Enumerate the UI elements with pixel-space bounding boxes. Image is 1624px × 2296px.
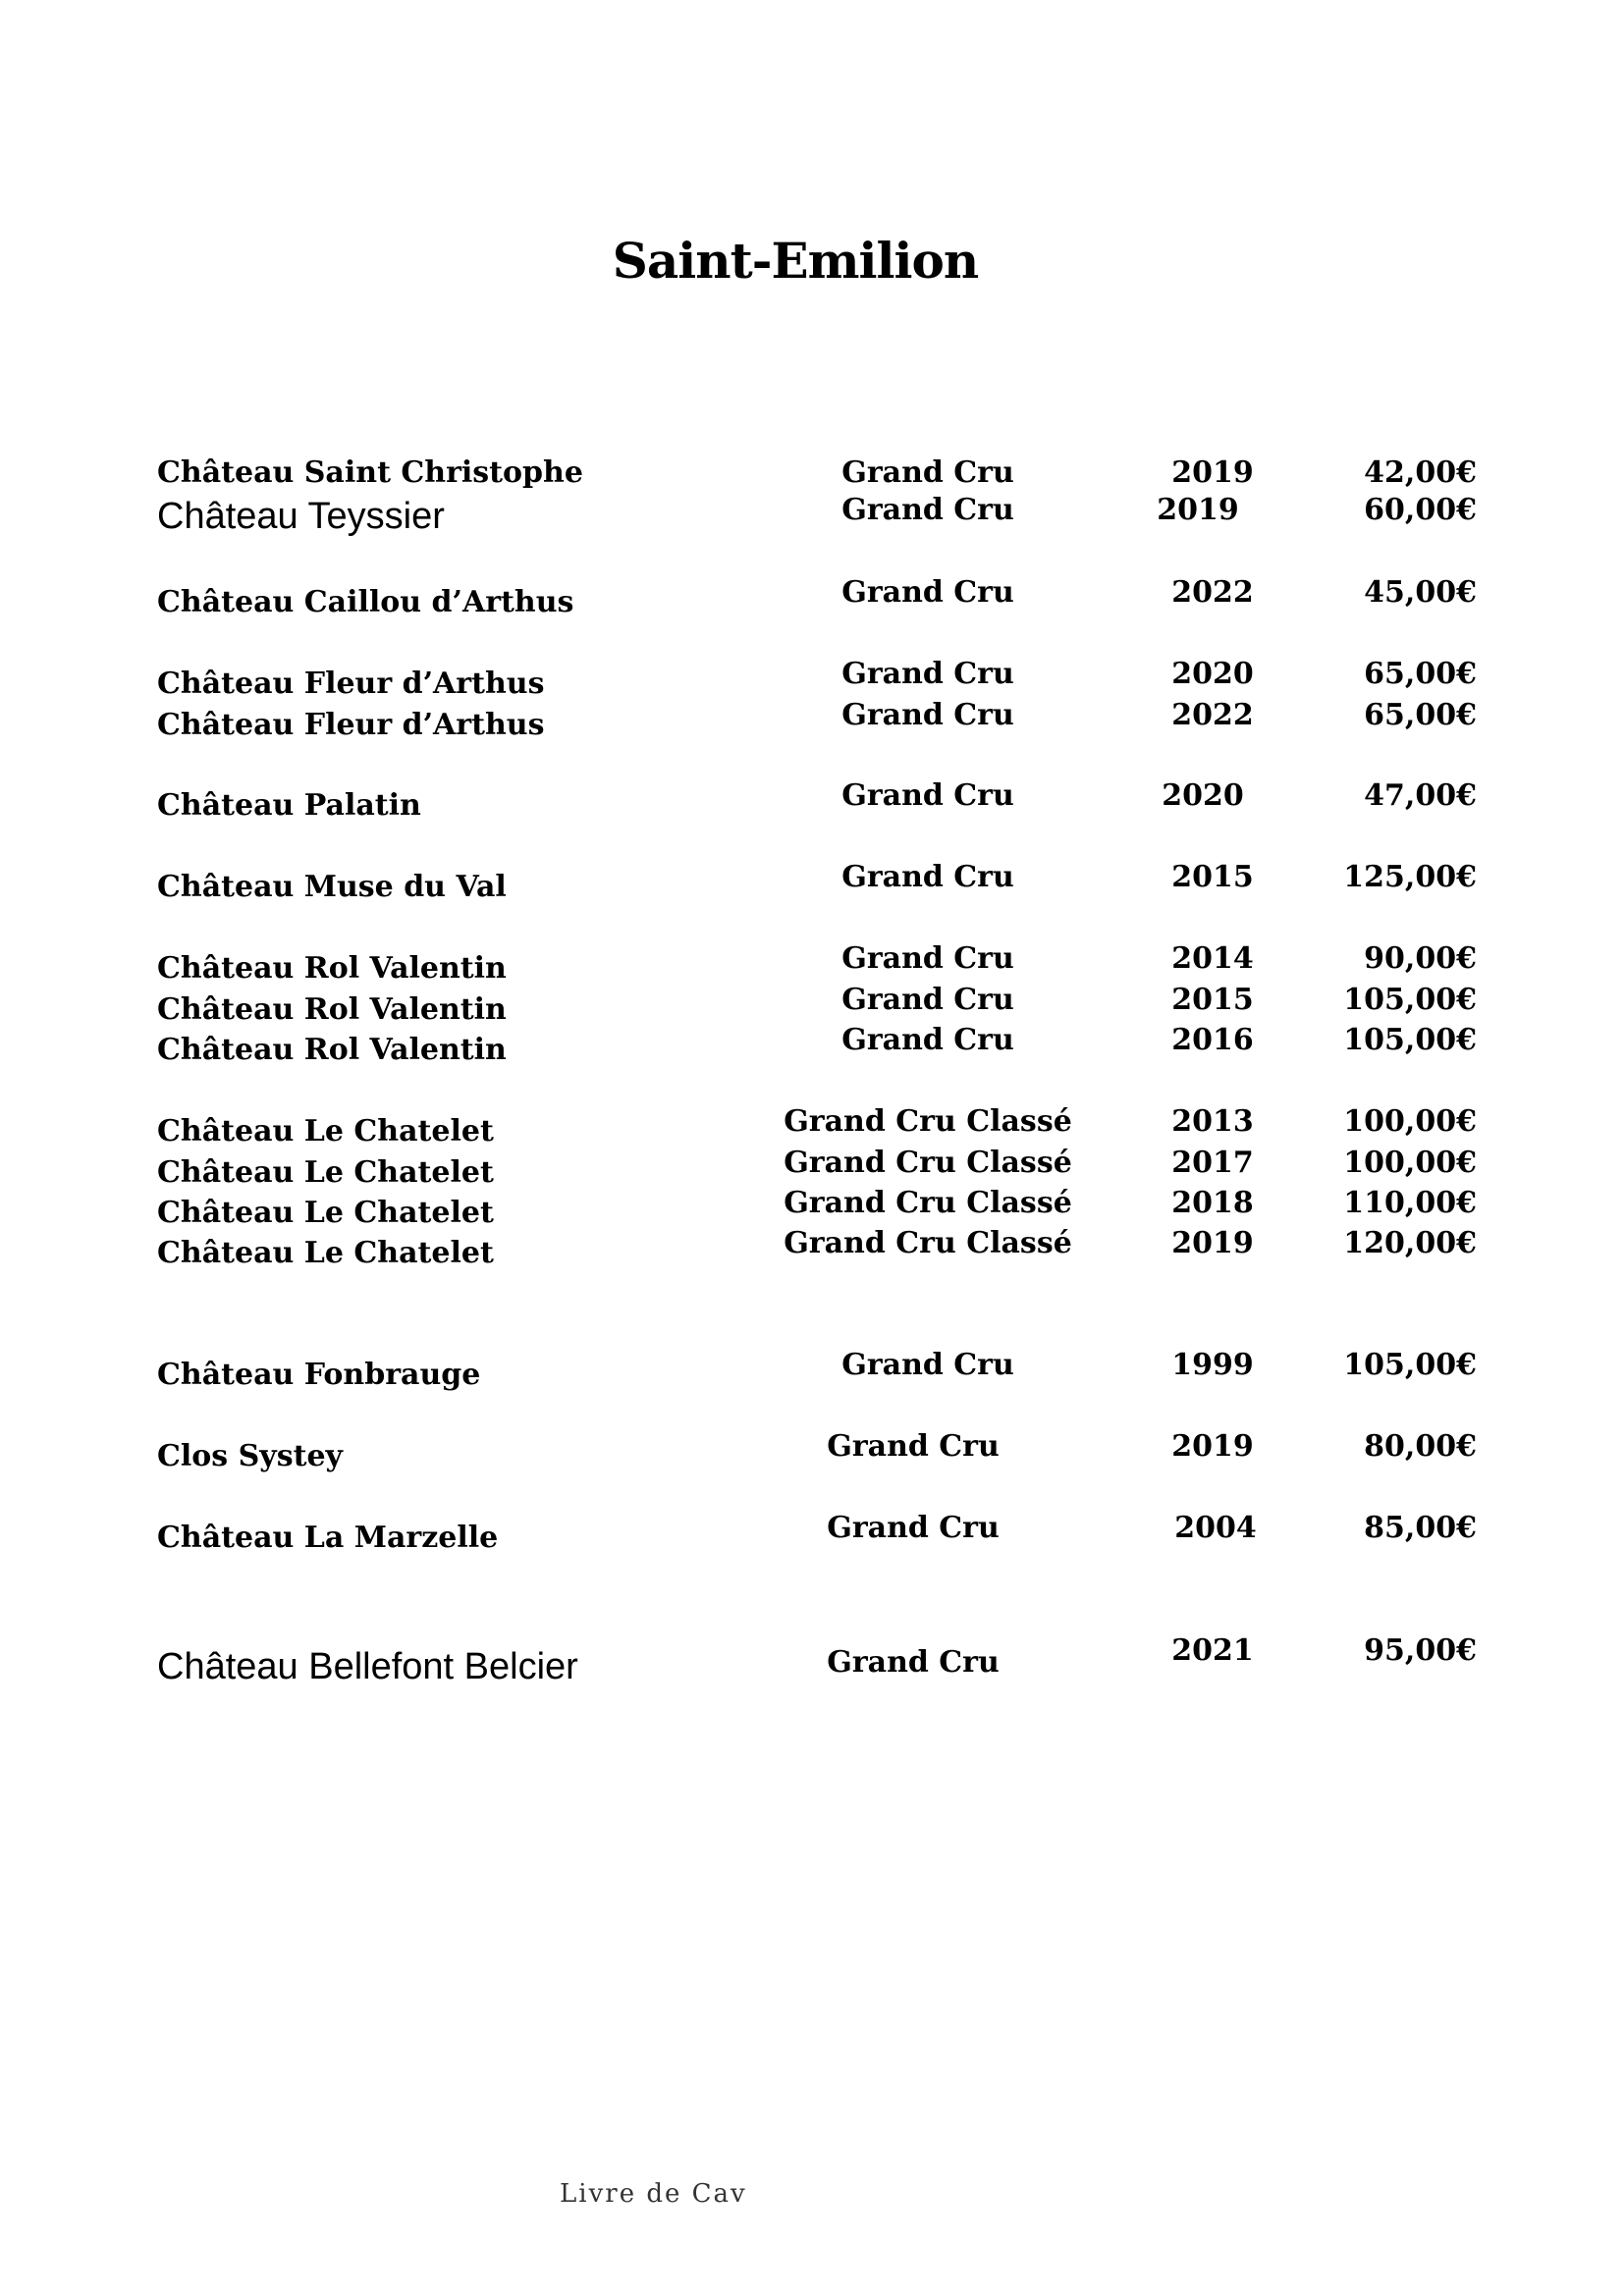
wine-price: 120,00€ — [1343, 1226, 1477, 1260]
wine-name: Château Fleur d’Arthus — [157, 667, 545, 701]
wine-price: 105,00€ — [1343, 1023, 1477, 1057]
wine-price: 95,00€ — [1364, 1633, 1477, 1668]
wine-row — [0, 1023, 1624, 1086]
wine-name: Château Le Chatelet — [157, 1236, 494, 1270]
footer-text: Livre de Cav — [560, 2179, 747, 2209]
wine-name: Château Palatin — [157, 788, 421, 823]
wine-year: 2020 — [1162, 778, 1244, 813]
wine-year: 2021 — [1171, 1633, 1254, 1668]
wine-name: Château Teyssier — [157, 496, 445, 537]
wine-name: Château Saint Christophe — [157, 455, 583, 490]
wine-classification: Grand Cru — [841, 493, 1014, 527]
wine-name: Château Rol Valentin — [157, 951, 507, 986]
wine-price: 105,00€ — [1343, 983, 1477, 1017]
wine-price: 65,00€ — [1364, 698, 1477, 732]
wine-row — [0, 1348, 1624, 1411]
wine-price: 90,00€ — [1364, 941, 1477, 976]
wine-price: 100,00€ — [1343, 1104, 1477, 1139]
wine-name: Château La Marzelle — [157, 1521, 499, 1555]
wine-price: 65,00€ — [1364, 657, 1477, 691]
wine-classification: Grand Cru Classé — [784, 1186, 1072, 1220]
wine-year: 2020 — [1171, 657, 1254, 691]
wine-year: 2019 — [1171, 455, 1254, 490]
wine-name: Clos Systey — [157, 1439, 343, 1473]
wine-name: Château Le Chatelet — [157, 1196, 494, 1230]
wine-classification: Grand Cru — [841, 455, 1014, 490]
wine-row — [0, 1429, 1624, 1492]
wine-price: 110,00€ — [1343, 1186, 1477, 1220]
wine-price: 85,00€ — [1364, 1511, 1477, 1545]
wine-name: Château Muse du Val — [157, 870, 507, 904]
wine-row — [0, 493, 1624, 556]
wine-name: Château Rol Valentin — [157, 992, 507, 1027]
wine-year: 2014 — [1171, 941, 1254, 976]
wine-name: Château Fleur d’Arthus — [157, 708, 545, 742]
wine-price: 105,00€ — [1343, 1348, 1477, 1382]
wine-year: 2015 — [1171, 860, 1254, 894]
wine-row — [0, 575, 1624, 638]
wine-classification: Grand Cru — [841, 657, 1014, 691]
wine-year: 2018 — [1171, 1186, 1254, 1220]
wine-price: 47,00€ — [1364, 778, 1477, 813]
wine-classification: Grand Cru — [841, 1023, 1014, 1057]
wine-row — [0, 1511, 1624, 1574]
wine-year: 2017 — [1171, 1146, 1254, 1180]
wine-name: Château Rol Valentin — [157, 1033, 507, 1067]
wine-year: 2013 — [1171, 1104, 1254, 1139]
wine-classification: Grand Cru — [841, 941, 1014, 976]
wine-classification: Grand Cru — [841, 698, 1014, 732]
wine-price: 125,00€ — [1343, 860, 1477, 894]
wine-price: 60,00€ — [1364, 493, 1477, 527]
wine-row — [0, 1633, 1624, 1700]
wine-classification: Grand Cru Classé — [784, 1146, 1072, 1180]
wine-name: Château Le Chatelet — [157, 1114, 494, 1148]
page-title: Saint-Emilion — [612, 232, 979, 290]
wine-name: Château Bellefont Belcier — [157, 1646, 578, 1687]
wine-price: 45,00€ — [1364, 575, 1477, 610]
wine-row — [0, 778, 1624, 841]
wine-price: 80,00€ — [1364, 1429, 1477, 1464]
wine-year: 2004 — [1174, 1511, 1257, 1545]
wine-classification: Grand Cru — [841, 983, 1014, 1017]
wine-classification: Grand Cru — [827, 1511, 1000, 1545]
wine-classification: Grand Cru — [841, 1348, 1014, 1382]
wine-year: 2016 — [1171, 1023, 1254, 1057]
wine-price: 42,00€ — [1364, 455, 1477, 490]
wine-classification: Grand Cru — [841, 778, 1014, 813]
wine-year: 1999 — [1171, 1348, 1254, 1382]
wine-classification: Grand Cru — [827, 1429, 1000, 1464]
wine-name: Château Caillou d’Arthus — [157, 585, 574, 619]
wine-classification: Grand Cru — [841, 575, 1014, 610]
wine-year: 2015 — [1171, 983, 1254, 1017]
wine-year: 2019 — [1171, 1429, 1254, 1464]
wine-year: 2019 — [1171, 1226, 1254, 1260]
wine-classification: Grand Cru — [841, 860, 1014, 894]
wine-name: Château Le Chatelet — [157, 1155, 494, 1190]
wine-name: Château Fonbrauge — [157, 1358, 481, 1392]
wine-price: 100,00€ — [1343, 1146, 1477, 1180]
wine-row — [0, 698, 1624, 761]
wine-classification: Grand Cru Classé — [784, 1104, 1072, 1139]
wine-year: 2019 — [1157, 493, 1239, 527]
wine-row — [0, 1226, 1624, 1289]
wine-classification: Grand Cru Classé — [784, 1226, 1072, 1260]
wine-classification: Grand Cru — [827, 1645, 1000, 1680]
wine-year: 2022 — [1171, 575, 1254, 610]
wine-row — [0, 860, 1624, 923]
wine-year: 2022 — [1171, 698, 1254, 732]
